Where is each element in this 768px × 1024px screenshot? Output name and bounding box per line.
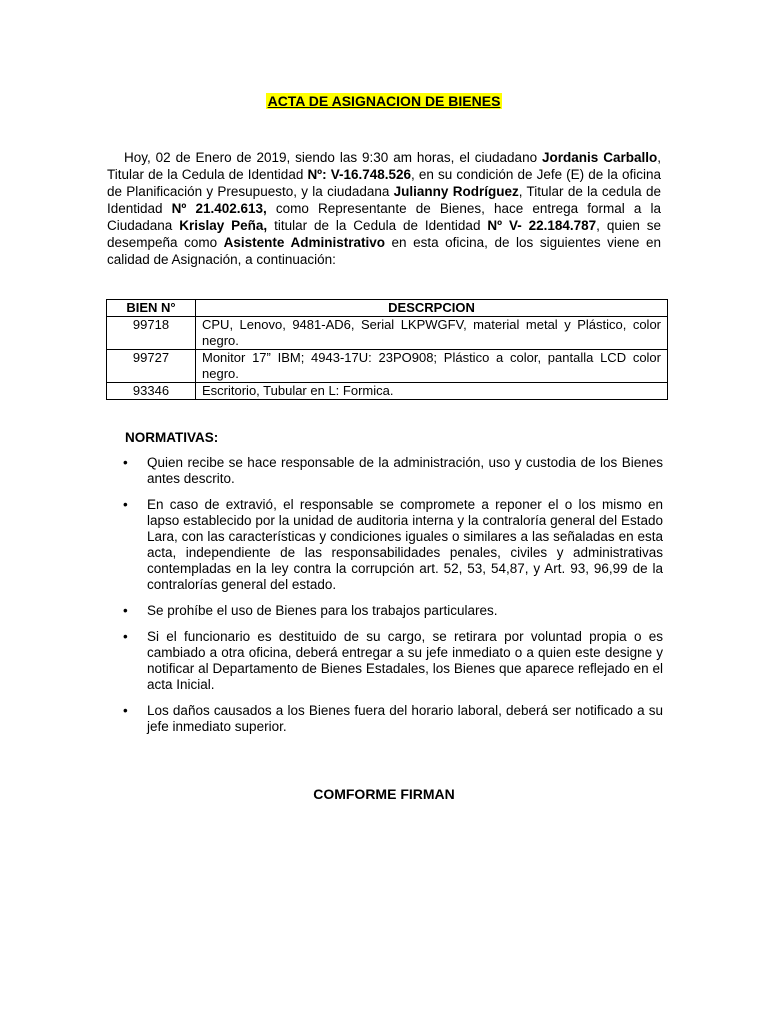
intro-name-1: Jordanis Carballo [542,150,658,165]
intro-paragraph [107,149,661,268]
intro-text-5: como Representante de Bienes, hace entrega formal a la Ciudadana [107,201,661,233]
list-item [121,703,663,735]
list-item-text: En caso de extravió, el responsable se compromete a reponer el o los mismo en lapso establecido por la unidad de auditoria interna y la contraloría general del Estado Lara, con las características y condiciones iguales o similares a las señaladas en esta acta, independiente de las responsabilidades penales, civiles y administrativas contempladas en la ley contra la corrupción art. 52, 53, 54,87, y Art. 93, 96,99 de la contralorías general del estado. [147,497,663,592]
list-item-text: Si el funcionario es destituido de su cargo, se retirara por voluntad propia o es cambiado a otra oficina, deberá entregar a su jefe inmediato o a quien este designe y notificar al Departamento de Bienes Estadales, los Bienes que aparece reflejado en el acta Inicial. [147,629,663,692]
bullet-icon: • [123,629,128,644]
table-row [107,350,668,383]
table-row [107,383,668,400]
document-title-wrap [0,93,768,109]
intro-text-4: , Titular de la cedula de Identidad [107,184,661,216]
intro-role: Asistente Administrativo [223,235,385,250]
intro-name-3: Krislay Peña, [179,218,268,233]
assets-table [106,299,668,400]
intro-text-8: en esta oficina, de los siguientes viene en calidad de Asignación, a continuación: [107,235,661,267]
bullet-icon: • [123,455,128,470]
list-item [121,603,663,619]
cell-descripcion: CPU, Lenovo, 9481-AD6, Serial LKPWGFV, material metal y Plástico, color negro. [196,317,668,350]
closing-signature-heading: COMFORME FIRMAN [313,786,455,802]
normativas-heading: NORMATIVAS: [125,430,219,445]
bullet-icon: • [123,703,128,718]
normativas-list [121,455,663,745]
document-title: ACTA DE ASIGNACION DE BIENES [267,93,501,109]
cell-bien: 99718 [107,317,196,350]
table-header-row [107,300,668,317]
header-bien: BIEN N° [107,300,196,317]
list-item-text: Quien recibe se hace responsable de la administración, uso y custodia de los Bienes antes descrito. [147,455,663,486]
intro-text-6: titular de la Cedula de Identidad [267,218,488,233]
intro-id-1: Nº: V-16.748.526 [307,167,412,182]
list-item [121,455,663,487]
cell-descripcion: Monitor 17” IBM; 4943-17U: 23PO908; Plástico a color, pantalla LCD color negro. [196,350,668,383]
bullet-icon: • [123,497,128,512]
intro-text-7: , quien se desempeña como [107,218,662,250]
intro-id-3: Nº V- 22.184.787 [487,218,597,233]
header-descripcion: DESCRPCION [196,300,668,317]
bullet-icon: • [123,603,128,618]
list-item [121,629,663,693]
intro-text-2: , Titular de la Cedula de Identidad [107,150,661,182]
table-row [107,317,668,350]
intro-name-2: Julianny Rodríguez [393,184,519,199]
list-item [121,497,663,593]
list-item-text: Los daños causados a los Bienes fuera del horario laboral, deberá ser notificado a su jefe inmediato superior. [147,703,663,734]
cell-bien: 93346 [107,383,196,400]
intro-id-2: Nº 21.402.613, [171,201,267,216]
intro-text-3: , en su condición de Jefe (E) de la oficina de Planificación y Presupuesto, y la ciudadana [107,167,661,199]
list-item-text: Se prohíbe el uso de Bienes para los trabajos particulares. [147,603,498,618]
cell-descripcion: Escritorio, Tubular en L: Formica. [196,383,668,400]
intro-text-1: Hoy, 02 de Enero de 2019, siendo las 9:30 am horas, el ciudadano [124,150,543,165]
cell-bien: 99727 [107,350,196,383]
